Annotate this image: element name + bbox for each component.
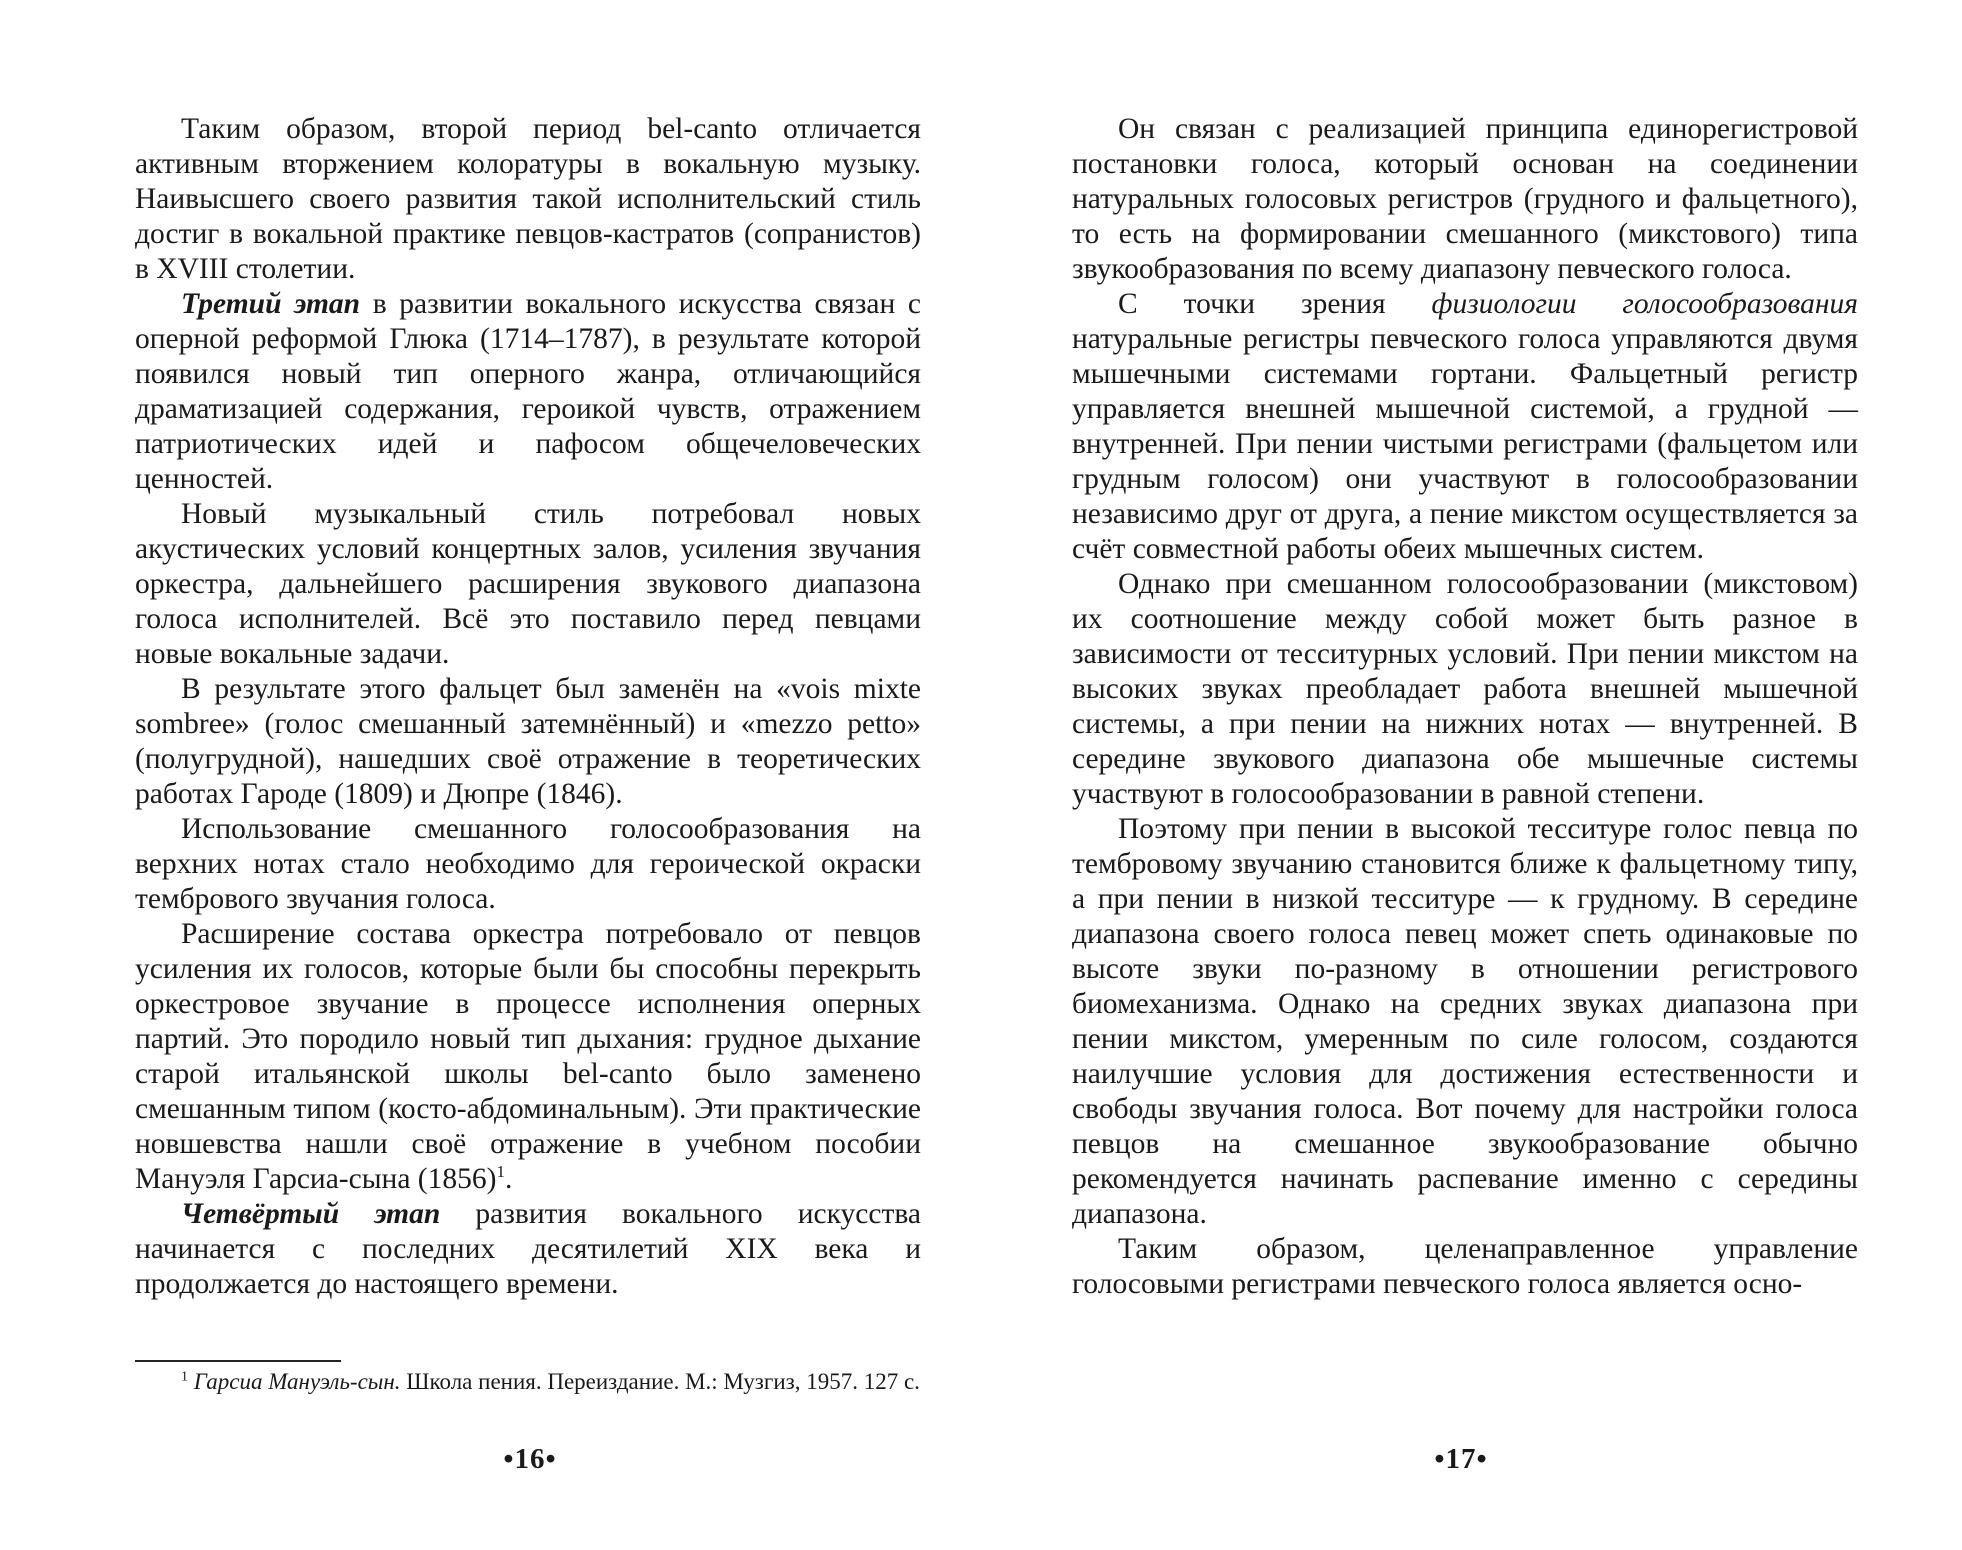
paragraph-tail: .: [504, 1163, 513, 1195]
paragraph: Поэтому при пении в высокой тесситуре голос певца по тембровому звучанию становится ближе к фальцетному типу, а при пении в низкой тесситуре — к грудному. В середине диапазона своего голоса певец может спеть одинаковые по высоте звуки по-разному в отношении регистрового биомеханизма. Однако на средних звуках диапазона при пении микстом, умеренным по силе голосом, создаются наилучшие условия для достижения естественности и свободы звучания голоса. Вот почему для настройки голоса певцов на смешанное звукообразование обычно рекомендуется начинать распевание именно с середины диапазона.: [1072, 813, 1858, 1230]
paragraph: [135, 287, 921, 497]
paragraph: [135, 917, 921, 1197]
paragraph: Таким образом, целенаправленное управление голосовыми регистрами певческого голоса является осно-: [1072, 1233, 1858, 1300]
paragraph-text: Расширение состава оркестра потребовало от певцов усиления их голосов, которые были бы способны перекрыть оркестровое звучание в процессе исполнения оперных партий. Это породило новый тип дыхания: грудное дыхание старой итальянской школы bel-canto было заменено смешанным типом (косто-абдоминальным). Эти практические новшевства нашли своё отражение в учебном пособии Мануэля Гарсиа-сына (1856): [135, 918, 921, 1195]
footnote-divider: [135, 1360, 341, 1362]
paragraph: [135, 1197, 921, 1302]
paragraph-text: С точки зрения: [1118, 288, 1432, 320]
paragraph: Он связан с реализацией принципа единорегистровой постановки голоса, который основан на соединении натуральных голосовых регистров (грудного и фальцетного), то есть на формировании смешанного (микстового) типа звукообразования по всему диапазону певческого голоса.: [1072, 113, 1858, 285]
footnote-text: Школа пения. Переиздание. М.: Музгиз, 1957. 127 с.: [400, 1369, 920, 1394]
right-page-body: [1072, 112, 1858, 1302]
paragraph-text: развития вокального искусства начинается с последних десятилетий XIX века и продолжается до настоящего времени.: [135, 1198, 921, 1300]
paragraph: Новый музыкальный стиль потребовал новых акустических условий концертных залов, усиления звучания оркестра, дальнейшего расширения звукового диапазона голоса исполнителей. Всё это поставило перед певцами новые вокальные задачи.: [135, 498, 921, 670]
paragraph: В результате этого фальцет был заменён на «vois mixte sombree» (голос смешанный затемнённый) и «mezzo petto» (полугрудной), нашедших своё отражение в теоретических работах Гароде (1809) и Дюпре (1846).: [135, 673, 921, 810]
paragraph-text: в развитии вокального искусства связан с оперной реформой Глюка (1714–1787), в результате которой появился новый тип оперного жанра, отличающийся драматизацией содержания, героикой чувств, отражением патриотических идей и пафосом общечеловеческих ценностей.: [135, 288, 921, 495]
paragraph: Использование смешанного голосообразования на верхних нотах стало необходимо для героической окраски тембрового звучания голоса.: [135, 813, 921, 915]
section-lead: Четвёртый этап: [181, 1198, 441, 1230]
right-page: [981, 0, 1962, 1550]
paragraph-text: натуральные регистры певческого голоса управляются двумя мышечными системами гортани. Фальцетный регистр управляется внешней мышечной системой, а грудной — внутренней. При пении чистыми регистрами (фальцетом или грудным голосом) они участвуют в голосообразовании независимо друг от друга, а пение микстом осуществляется за счёт совместной работы обеих мышечных систем.: [1072, 323, 1858, 565]
footnote: [135, 1367, 921, 1396]
paragraph: Однако при смешанном голосообразовании (микстовом) их соотношение между собой может быть разное в зависимости от тесситурных условий. При пении микстом на высоких звуках преобладает работа внешней мышечной системы, а при пении на нижних нотах — внутренней. В середине звукового диапазона обе мышечные системы участвуют в голосообразовании в равной степени.: [1072, 568, 1858, 810]
paragraph: [1072, 287, 1858, 567]
page-number: •17•: [1434, 1443, 1488, 1475]
page-number: •16•: [503, 1443, 557, 1475]
footnote-author: Гарсиа Мануэль-сын.: [193, 1369, 401, 1394]
footnote-reference[interactable]: 1: [496, 1162, 505, 1182]
section-lead: Третий этап: [181, 288, 361, 320]
paragraph: Таким образом, второй период bel-canto отличается активным вторжением колоратуры в вокальную музыку. Наивысшего своего развития такой исполнительский стиль достиг в вокальной практике певцов-кастратов (сопранистов) в XVIII столетии.: [135, 113, 921, 285]
left-page-body: [135, 112, 921, 1302]
italic-term: физиологии голосообразования: [1431, 288, 1859, 320]
footnote-mark: 1: [181, 1369, 188, 1385]
